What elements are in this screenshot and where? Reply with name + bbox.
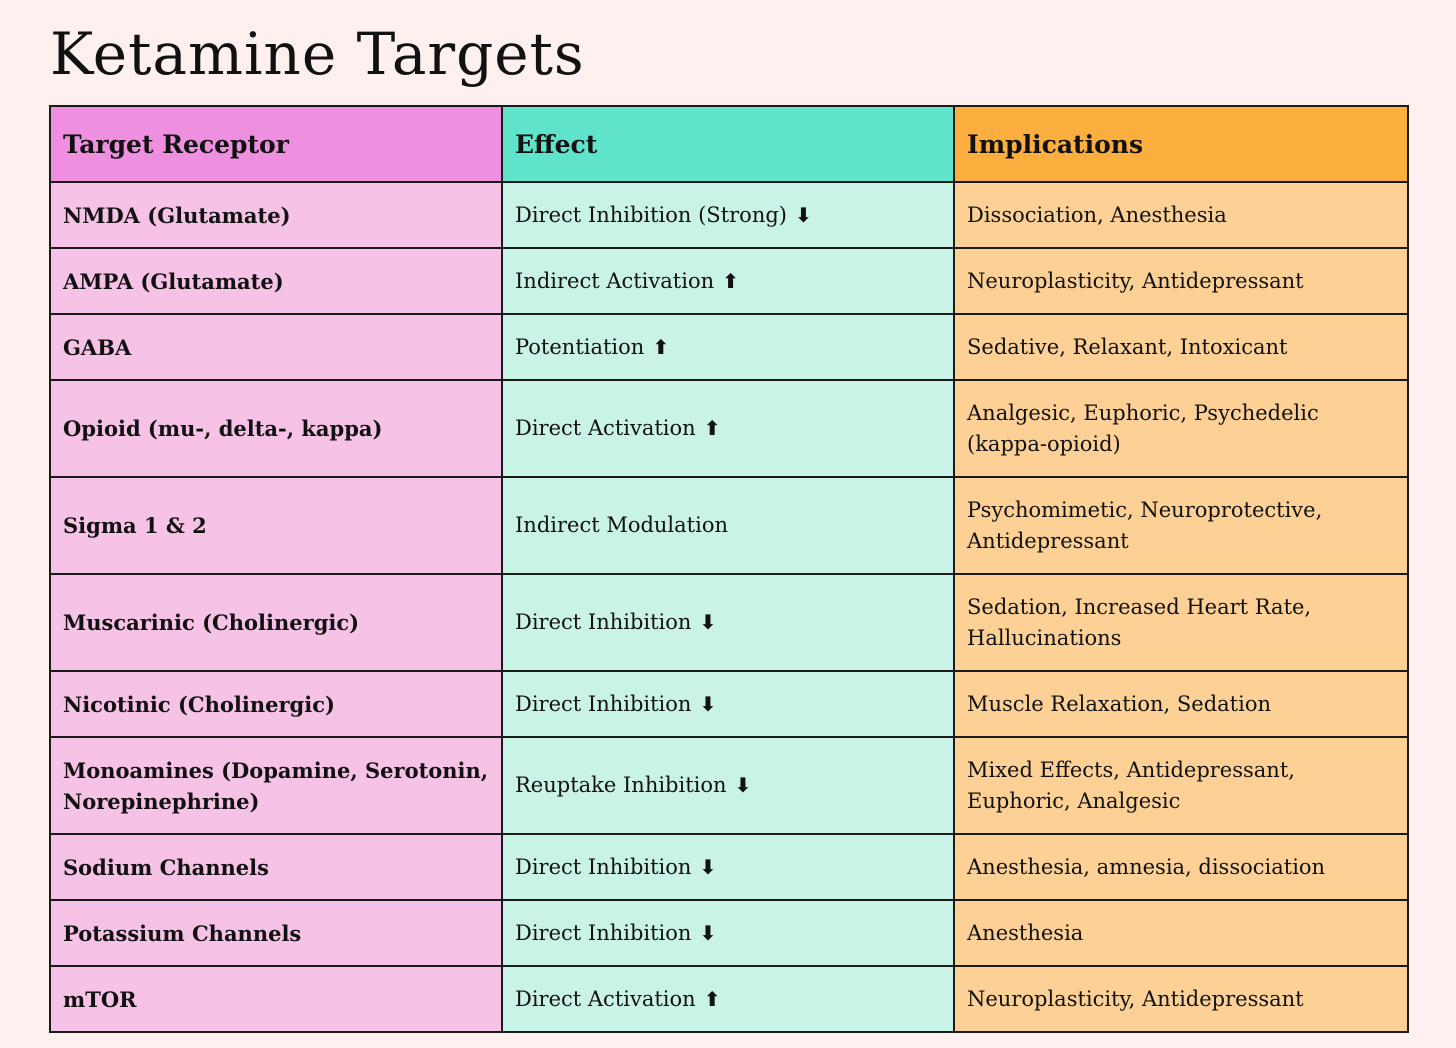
ketamine-targets-table (49, 105, 1409, 1033)
header-effect: Effect (502, 106, 954, 182)
implications-cell: Sedation, Increased Heart Rate, Hallucinations (954, 574, 1408, 671)
effect-cell (502, 900, 954, 966)
effect-cell (502, 574, 954, 671)
receptor-cell: GABA (50, 314, 502, 380)
implications-cell: Sedative, Relaxant, Intoxicant (954, 314, 1408, 380)
receptor-cell: Potassium Channels (50, 900, 502, 966)
table-row (50, 182, 1408, 248)
effect-text: Indirect Activation (515, 268, 715, 293)
down-arrow-icon: ⬇ (734, 773, 752, 797)
effect-cell (502, 477, 954, 574)
table-row (50, 380, 1408, 477)
effect-text: Direct Activation (515, 986, 696, 1011)
up-arrow-icon: ⬆ (722, 268, 739, 293)
effect-cell (502, 737, 954, 834)
receptor-cell: Nicotinic (Cholinergic) (50, 671, 502, 737)
receptor-cell: Opioid (mu-, delta-, kappa) (50, 380, 502, 477)
table-row (50, 248, 1408, 314)
header-implications: Implications (954, 106, 1408, 182)
implications-cell: Psychomimetic, Neuroprotective, Antidepressant (954, 477, 1408, 574)
effect-text: Direct Inhibition (515, 610, 692, 634)
down-arrow-icon: ⬇ (699, 610, 717, 634)
effect-text: Direct Inhibition (515, 854, 692, 879)
down-arrow-icon: ⬇ (794, 202, 812, 227)
up-arrow-icon: ⬆ (703, 416, 721, 440)
down-arrow-icon: ⬇ (699, 854, 717, 879)
implications-cell: Anesthesia, amnesia, dissociation (954, 834, 1408, 900)
receptor-cell: mTOR (50, 966, 502, 1032)
effect-text: Reuptake Inhibition (515, 773, 727, 797)
effect-text: Direct Activation (515, 416, 696, 440)
effect-cell (502, 834, 954, 900)
effect-cell (502, 314, 954, 380)
implications-cell: Neuroplasticity, Antidepressant (954, 966, 1408, 1032)
page-title: Ketamine Targets (50, 20, 585, 88)
header-target-receptor: Target Receptor (50, 106, 502, 182)
implications-cell: Mixed Effects, Antidepressant, Euphoric, Analgesic (954, 737, 1408, 834)
effect-text: Direct Inhibition (Strong) (515, 202, 787, 227)
implications-cell: Dissociation, Anesthesia (954, 182, 1408, 248)
receptor-cell: Muscarinic (Cholinergic) (50, 574, 502, 671)
table-row (50, 737, 1408, 834)
effect-text: Direct Inhibition (515, 691, 692, 716)
effect-text: Indirect Modulation (515, 513, 728, 537)
effect-cell (502, 248, 954, 314)
table-row (50, 477, 1408, 574)
table-header-row (50, 106, 1408, 182)
effect-cell (502, 671, 954, 737)
down-arrow-icon: ⬇ (699, 920, 717, 945)
table-row (50, 671, 1408, 737)
table-row (50, 574, 1408, 671)
receptor-cell: AMPA (Glutamate) (50, 248, 502, 314)
table-row (50, 900, 1408, 966)
effect-cell (502, 966, 954, 1032)
receptor-cell: Monoamines (Dopamine, Serotonin, Norepinephrine) (50, 737, 502, 834)
down-arrow-icon: ⬇ (699, 691, 717, 716)
effect-text: Direct Inhibition (515, 920, 692, 945)
implications-cell: Anesthesia (954, 900, 1408, 966)
receptor-cell: NMDA (Glutamate) (50, 182, 502, 248)
table-row (50, 834, 1408, 900)
up-arrow-icon: ⬆ (652, 334, 670, 359)
table-row (50, 314, 1408, 380)
implications-cell: Neuroplasticity, Antidepressant (954, 248, 1408, 314)
implications-cell: Muscle Relaxation, Sedation (954, 671, 1408, 737)
effect-cell (502, 182, 954, 248)
receptor-cell: Sigma 1 & 2 (50, 477, 502, 574)
implications-cell: Analgesic, Euphoric, Psychedelic (kappa-opioid) (954, 380, 1408, 477)
up-arrow-icon: ⬆ (703, 986, 721, 1011)
table-row (50, 966, 1408, 1032)
receptor-cell: Sodium Channels (50, 834, 502, 900)
effect-cell (502, 380, 954, 477)
effect-text: Potentiation (515, 334, 645, 359)
